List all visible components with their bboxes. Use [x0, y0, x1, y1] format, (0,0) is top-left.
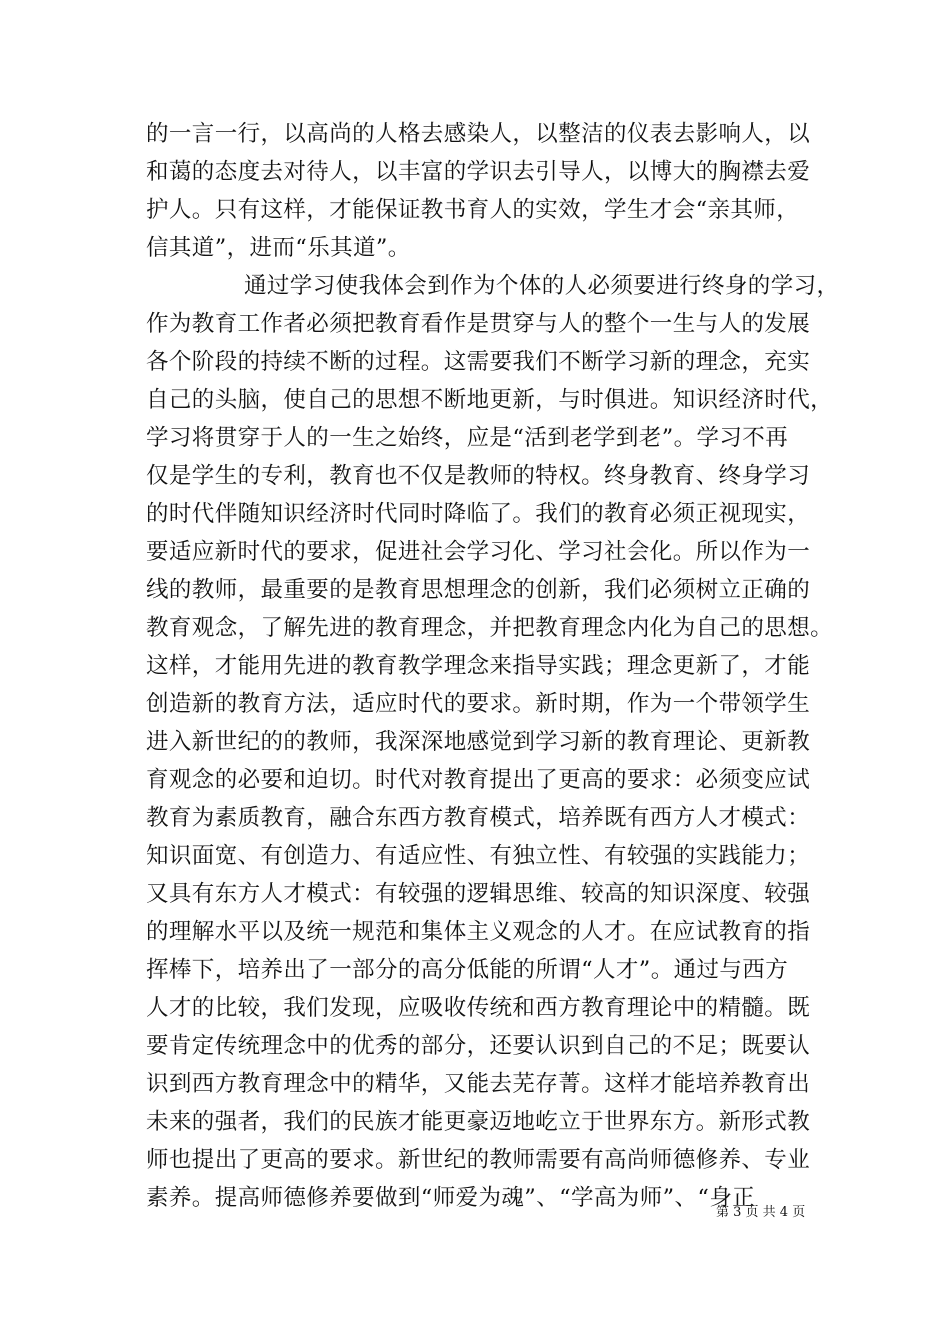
text-line: 这样，才能用先进的教育教学理念来指导实践；理念更新了，才能 — [146, 653, 811, 679]
text-line: 育观念的必要和迫切。时代对教育提出了更高的要求：必须变应试 — [146, 767, 811, 793]
text-line: 自己的头脑，使自己的思想不断地更新，与时俱进。知识经济时代， — [146, 387, 834, 413]
text-line: 作为教育工作者必须把教育看作是贯穿与人的整个一生与人的发展 — [146, 311, 811, 337]
text-line: 教育为素质教育，融合东西方教育模式，培养既有西方人才模式： — [146, 805, 811, 831]
text-line: 创造新的教育方法，适应时代的要求。新时期，作为一个带领学生 — [146, 691, 811, 717]
page-number-footer: 第 3 页 共 4 页 — [716, 1205, 806, 1220]
text-line: 又具有东方人才模式：有较强的逻辑思维、较高的知识深度、较强 — [146, 881, 811, 907]
text-line: 仅是学生的专利，教育也不仅是教师的特权。终身教育、终身学习 — [146, 463, 811, 489]
text-line: 各个阶段的持续不断的过程。这需要我们不断学习新的理念，充实 — [146, 349, 811, 375]
text-line: 师也提出了更高的要求。新世纪的教师需要有高尚师德修养、专业 — [146, 1147, 811, 1173]
text-line: 要肯定传统理念中的优秀的部分，还要认识到自己的不足；既要认 — [146, 1033, 811, 1059]
paragraph-first-line: 通过学习使我体会到作为个体的人必须要进行终身的学习， — [244, 273, 840, 299]
text-line: 护人。只有这样，才能保证教书育人的实效，学生才会“亲其师， — [146, 197, 800, 223]
text-line: 教育观念，了解先进的教育理念，并把教育理念内化为自己的思想。 — [146, 615, 834, 641]
text-line: 的理解水平以及统一规范和集体主义观念的人才。在应试教育的指 — [146, 919, 811, 945]
text-line: 和蔼的态度去对待人，以丰富的学识去引导人，以博大的胸襟去爱 — [146, 159, 811, 185]
text-line: 的时代伴随知识经济时代同时降临了。我们的教育必须正视现实， — [146, 501, 811, 527]
text-line: 素养。提高师德修养要做到“师爱为魂”、“学高为师”、“身正 — [146, 1185, 756, 1211]
text-line: 知识面宽、有创造力、有适应性、有独立性、有较强的实践能力； — [146, 843, 811, 869]
text-line: 线的教师，最重要的是教育思想理念的创新，我们必须树立正确的 — [146, 577, 811, 603]
body-text — [146, 115, 840, 1217]
text-line: 学习将贯穿于人的一生之始终，应是“活到老学到老”。学习不再 — [146, 425, 789, 451]
text-line: 信其道”，进而“乐其道”。 — [146, 235, 411, 261]
text-line: 识到西方教育理念中的精华，又能去芜存菁。这样才能培养教育出 — [146, 1071, 811, 1097]
text-line: 要适应新时代的要求，促进社会学习化、学习社会化。所以作为一 — [146, 539, 811, 565]
text-line: 未来的强者，我们的民族才能更豪迈地屹立于世界东方。新形式教 — [146, 1109, 811, 1135]
text-line: 进入新世纪的的教师，我深深地感觉到学习新的教育理论、更新教 — [146, 729, 811, 755]
text-line: 的一言一行，以高尚的人格去感染人，以整洁的仪表去影响人，以 — [146, 121, 811, 147]
text-line: 人才的比较，我们发现，应吸收传统和西方教育理论中的精髓。既 — [146, 995, 811, 1021]
text-line: 挥棒下，培养出了一部分的高分低能的所谓“人才”。通过与西方 — [146, 957, 789, 983]
